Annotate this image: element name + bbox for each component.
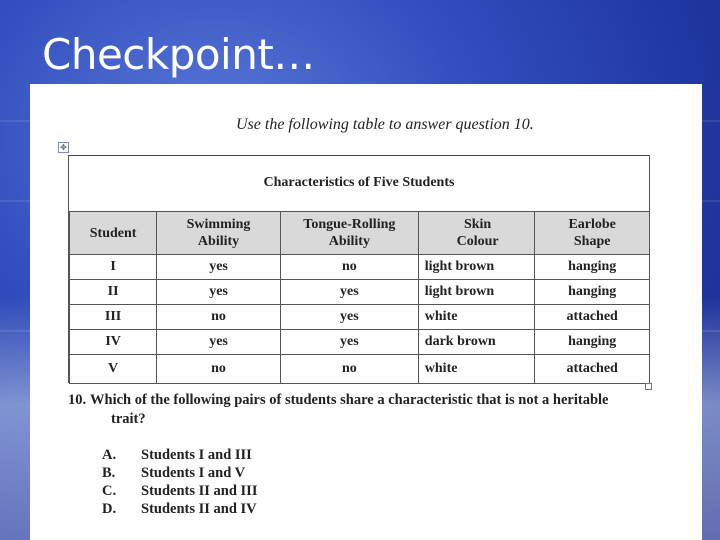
- cell-student: IV: [70, 330, 157, 355]
- question-10: [68, 391, 688, 429]
- instruction-text: Use the following table to answer question 10.: [236, 116, 534, 133]
- option-b: B. Students I and V: [102, 465, 246, 481]
- document-page: [30, 84, 702, 540]
- cell-tongue-rolling: yes: [280, 280, 418, 305]
- characteristics-table: [69, 211, 650, 384]
- cell-earlobe: attached: [535, 305, 650, 330]
- table-row: [70, 280, 650, 305]
- header-skin-colour: Skin Colour: [418, 212, 535, 255]
- cell-swimming: yes: [157, 280, 281, 305]
- header-earlobe-shape: Earlobe Shape: [535, 212, 650, 255]
- cell-swimming: no: [157, 305, 281, 330]
- table-move-handle-icon[interactable]: ✥: [58, 142, 69, 153]
- cell-swimming: yes: [157, 330, 281, 355]
- question-text-line2: trait?: [111, 411, 146, 427]
- cell-earlobe: attached: [535, 355, 650, 384]
- header-swimming-ability: Swimming Ability: [157, 212, 281, 255]
- question-number: 10.: [68, 392, 87, 408]
- question-text-line1: Which of the following pairs of students share a characteristic that is not a heritable: [90, 392, 609, 408]
- cell-earlobe: hanging: [535, 330, 650, 355]
- cell-tongue-rolling: no: [280, 355, 418, 384]
- header-student: Student: [70, 212, 157, 255]
- cell-earlobe: hanging: [535, 280, 650, 305]
- cell-swimming: no: [157, 355, 281, 384]
- table-resize-handle[interactable]: [645, 383, 652, 390]
- cell-skin-colour: light brown: [418, 255, 535, 280]
- answer-options: [102, 446, 257, 518]
- table-header-row: [70, 212, 650, 255]
- table-row: [70, 355, 650, 384]
- cell-skin-colour: white: [418, 355, 535, 384]
- table-caption: Characteristics of Five Students: [263, 175, 455, 190]
- option-c: C. Students II and III: [102, 483, 258, 499]
- cell-skin-colour: dark brown: [418, 330, 535, 355]
- cell-student: V: [70, 355, 157, 384]
- slide-title: Checkpoint…: [42, 30, 315, 79]
- cell-student: I: [70, 255, 157, 280]
- table-frame: [68, 155, 650, 383]
- table-row: [70, 330, 650, 355]
- cell-skin-colour: white: [418, 305, 535, 330]
- option-a: A. Students I and III: [102, 447, 252, 463]
- cell-swimming: yes: [157, 255, 281, 280]
- option-d: D. Students II and IV: [102, 501, 257, 517]
- cell-tongue-rolling: yes: [280, 330, 418, 355]
- cell-earlobe: hanging: [535, 255, 650, 280]
- table-row: [70, 305, 650, 330]
- cell-skin-colour: light brown: [418, 280, 535, 305]
- header-tongue-rolling-ability: Tongue-Rolling Ability: [280, 212, 418, 255]
- cell-student: II: [70, 280, 157, 305]
- table-row: [70, 255, 650, 280]
- cell-student: III: [70, 305, 157, 330]
- cell-tongue-rolling: yes: [280, 305, 418, 330]
- cell-tongue-rolling: no: [280, 255, 418, 280]
